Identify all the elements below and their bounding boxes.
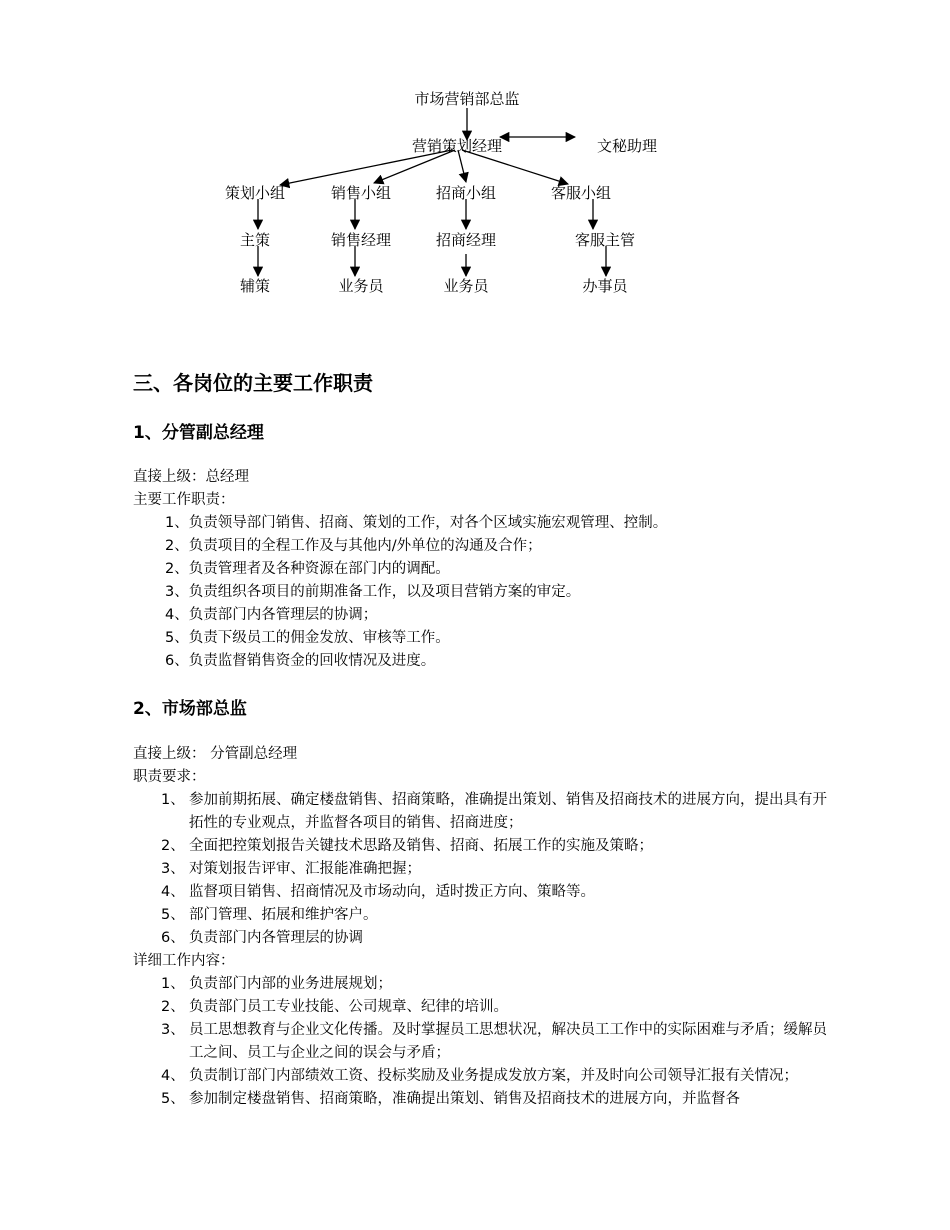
node-lead-planning: 主策	[239, 231, 271, 249]
node-group-investment: 招商小组	[435, 184, 497, 202]
item-text: 负责部门员工专业技能、公司规章、纪律的培训。	[189, 999, 508, 1015]
node-lead-sales: 销售经理	[330, 231, 392, 249]
part2-detail	[133, 973, 833, 996]
part2-details-label: 详细工作内容：	[133, 953, 235, 969]
section-title: 三、各岗位的主要工作职责	[133, 371, 373, 395]
node-assistant: 文秘助理	[596, 137, 658, 155]
item-text: 对策划报告评审、汇报能准确把握；	[189, 861, 421, 877]
part1-heading: 1、分管副总经理	[133, 423, 264, 443]
part1-duty: 1、负责领导部门销售、招商、策划的工作，对各个区域实施宏观管理、控制。	[165, 515, 668, 531]
part2-requirement	[133, 927, 833, 950]
node-staff-service: 办事员	[582, 277, 628, 295]
node-lead-service: 客服主管	[574, 231, 636, 249]
org-chart	[0, 0, 950, 320]
item-number: 3、	[161, 1022, 185, 1038]
part2-detail	[133, 1088, 833, 1111]
item-text: 参加制定楼盘销售、招商策略，准确提出策划、销售及招商技术的进展方向，并监督各	[189, 1091, 740, 1107]
item-number: 1、	[161, 792, 185, 808]
item-text: 负责制订部门内部绩效工资、投标奖励及业务提成发放方案，并及时向公司领导汇报有关情况；	[189, 1068, 798, 1084]
item-text: 参加前期拓展、确定楼盘销售、招商策略，准确提出策划、销售及招商技术的进展方向，提出具有开拓性的专业观点，并监督各项目的销售、招商进度；	[189, 792, 827, 831]
node-lead-investment: 招商经理	[435, 231, 497, 249]
node-staff-sales: 业务员	[338, 277, 384, 295]
connector-manager-group-1	[280, 150, 452, 185]
part1-duty: 2、负责项目的全程工作及与其他内/外单位的沟通及合作；	[165, 538, 542, 554]
part2-requirement	[133, 858, 833, 881]
item-text: 员工思想教育与企业文化传播。及时掌握员工思想状况，解决员工工作中的实际困难与矛盾；缓解员工之间、员工与企业之间的误会与矛盾；	[189, 1022, 827, 1061]
part1-duty: 4、负责部门内各管理层的协调；	[165, 607, 378, 623]
part2-requirement	[133, 789, 833, 835]
item-text: 监督项目销售、招商情况及市场动向，适时拨正方向、策略等。	[189, 884, 595, 900]
part1-duty: 5、负责下级员工的佣金发放、审核等工作。	[165, 630, 450, 646]
part2-requirement	[133, 904, 833, 927]
item-text: 部门管理、拓展和维护客户。	[189, 907, 378, 923]
part1-body	[133, 466, 833, 673]
part2-superior: 直接上级： 分管副总经理	[133, 746, 298, 762]
item-number: 3、	[161, 861, 185, 877]
item-number: 2、	[161, 838, 185, 854]
node-staff-planning: 辅策	[239, 277, 271, 295]
part2-detail	[133, 1019, 833, 1065]
part2-requirement	[133, 881, 833, 904]
item-number: 4、	[161, 884, 185, 900]
node-group-sales: 销售小组	[330, 184, 392, 202]
item-number: 4、	[161, 1068, 185, 1084]
node-director: 市场营销部总监	[414, 90, 520, 108]
node-group-service: 客服小组	[550, 184, 612, 202]
part1-duties-label: 主要工作职责：	[133, 492, 235, 508]
item-number: 2、	[161, 999, 185, 1015]
item-number: 5、	[161, 907, 185, 923]
part2-detail	[133, 996, 833, 1019]
node-staff-investment: 业务员	[443, 277, 489, 295]
part2-requirement	[133, 835, 833, 858]
connector-manager-group-4	[462, 150, 568, 184]
part2-detail	[133, 1065, 833, 1088]
item-number: 1、	[161, 976, 185, 992]
part2-body	[133, 743, 833, 1111]
part1-duty: 3、负责组织各项目的前期准备工作，以及项目营销方案的审定。	[165, 584, 581, 600]
part2-heading: 2、市场部总监	[133, 699, 247, 719]
part2-requirements-label: 职责要求：	[133, 769, 206, 785]
part1-duty: 6、负责监督销售资金的回收情况及进度。	[165, 653, 436, 669]
item-text: 负责部门内各管理层的协调	[189, 930, 363, 946]
node-group-planning: 策划小组	[224, 184, 286, 202]
item-text: 负责部门内部的业务进展规划；	[189, 976, 392, 992]
item-text: 全面把控策划报告关键技术思路及销售、招商、拓展工作的实施及策略；	[189, 838, 653, 854]
item-number: 6、	[161, 930, 185, 946]
node-manager: 营销策划经理	[411, 137, 503, 155]
part1-duty: 2、负责管理者及各种资源在部门内的调配。	[165, 561, 450, 577]
part1-superior: 直接上级：总经理	[133, 469, 249, 485]
item-number: 5、	[161, 1091, 185, 1107]
